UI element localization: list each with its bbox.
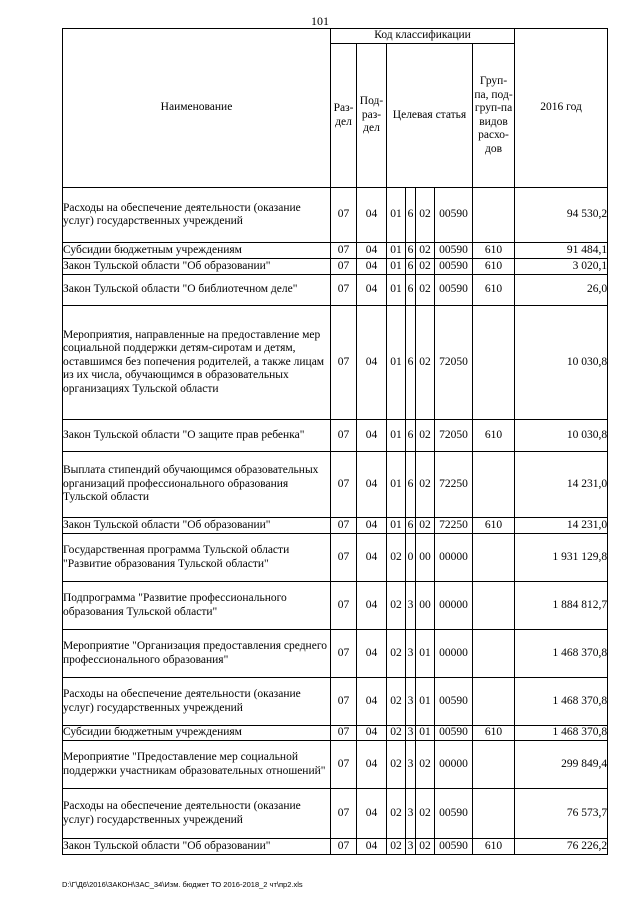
row-section: 07 <box>331 630 357 678</box>
row-target-direction: 00590 <box>435 188 473 243</box>
header-subsection: Под-раз-дел <box>357 44 387 188</box>
row-target-subprogram: 3 <box>406 582 416 630</box>
row-expense-group: 610 <box>473 243 515 259</box>
row-subsection: 04 <box>357 306 387 420</box>
row-target-direction: 00000 <box>435 741 473 789</box>
table-row <box>63 839 608 855</box>
table-row <box>63 582 608 630</box>
row-subsection: 04 <box>357 275 387 306</box>
row-target-direction: 00000 <box>435 630 473 678</box>
row-target-direction: 00590 <box>435 678 473 726</box>
table-row <box>63 275 608 306</box>
row-amount: 94 530,2 <box>515 188 608 243</box>
row-target-event: 01 <box>416 726 435 741</box>
row-target-direction: 72050 <box>435 420 473 452</box>
row-section: 07 <box>331 839 357 855</box>
row-expense-group <box>473 188 515 243</box>
row-amount: 3 020,1 <box>515 259 608 275</box>
row-target-event: 02 <box>416 420 435 452</box>
row-target-direction: 00590 <box>435 839 473 855</box>
row-target-program: 02 <box>387 534 406 582</box>
row-target-program: 02 <box>387 630 406 678</box>
row-section: 07 <box>331 188 357 243</box>
table-row <box>63 420 608 452</box>
row-target-direction: 00590 <box>435 243 473 259</box>
row-subsection: 04 <box>357 582 387 630</box>
row-amount: 299 849,4 <box>515 741 608 789</box>
row-subsection: 04 <box>357 243 387 259</box>
row-target-subprogram: 3 <box>406 726 416 741</box>
row-name: Закон Тульской области "Об образовании" <box>63 839 331 855</box>
row-section: 07 <box>331 306 357 420</box>
file-path-footer: D:\Г\Д6\2016\ЗАКОН\ЗАС_34\Изм. бюджет ТО 2016-2018_2 чт\пр2.xls <box>62 880 303 889</box>
row-amount: 1 468 370,8 <box>515 678 608 726</box>
row-name: Закон Тульской области "Об образовании" <box>63 518 331 534</box>
row-name: Подпрограмма "Развитие профессионального образования Тульской области" <box>63 582 331 630</box>
row-target-direction: 00000 <box>435 534 473 582</box>
row-amount: 76 226,2 <box>515 839 608 855</box>
table-row <box>63 534 608 582</box>
row-target-program: 01 <box>387 420 406 452</box>
row-name: Мероприятие "Организация предоставления среднего профессионального образования" <box>63 630 331 678</box>
row-subsection: 04 <box>357 741 387 789</box>
row-name: Государственная программа Тульской области "Развитие образования Тульской области" <box>63 534 331 582</box>
row-section: 07 <box>331 726 357 741</box>
row-target-direction: 72250 <box>435 518 473 534</box>
row-subsection: 04 <box>357 630 387 678</box>
row-expense-group: 610 <box>473 726 515 741</box>
table-row <box>63 259 608 275</box>
row-target-direction: 72050 <box>435 306 473 420</box>
row-section: 07 <box>331 420 357 452</box>
row-target-event: 00 <box>416 534 435 582</box>
row-expense-group <box>473 630 515 678</box>
row-target-program: 01 <box>387 275 406 306</box>
row-name: Закон Тульской области "Об образовании" <box>63 259 331 275</box>
row-expense-group: 610 <box>473 518 515 534</box>
row-name: Мероприятия, направленные на предоставление мер социальной поддержки детям-сиротам и детям, оставшимся без попечения родителей, а также лицам из их числа, обучающимся в образовательных организациях Тульской области <box>63 306 331 420</box>
row-amount: 14 231,0 <box>515 518 608 534</box>
row-target-program: 01 <box>387 518 406 534</box>
row-expense-group: 610 <box>473 420 515 452</box>
row-section: 07 <box>331 452 357 518</box>
row-expense-group: 610 <box>473 275 515 306</box>
header-classification: Код классификации <box>331 29 515 44</box>
row-target-subprogram: 3 <box>406 630 416 678</box>
budget-table <box>62 28 608 855</box>
row-subsection: 04 <box>357 188 387 243</box>
row-target-event: 02 <box>416 188 435 243</box>
row-subsection: 04 <box>357 452 387 518</box>
row-subsection: 04 <box>357 789 387 839</box>
row-target-subprogram: 6 <box>406 259 416 275</box>
row-amount: 10 030,8 <box>515 420 608 452</box>
row-subsection: 04 <box>357 534 387 582</box>
row-target-subprogram: 3 <box>406 678 416 726</box>
header-section: Раз-дел <box>331 44 357 188</box>
row-name: Закон Тульской области "О защите прав ребенка" <box>63 420 331 452</box>
row-amount: 91 484,1 <box>515 243 608 259</box>
row-section: 07 <box>331 678 357 726</box>
row-target-subprogram: 6 <box>406 420 416 452</box>
row-amount: 1 468 370,8 <box>515 630 608 678</box>
row-expense-group: 610 <box>473 259 515 275</box>
row-amount: 26,0 <box>515 275 608 306</box>
row-section: 07 <box>331 534 357 582</box>
row-name: Расходы на обеспечение деятельности (оказание услуг) государственных учреждений <box>63 789 331 839</box>
row-target-event: 01 <box>416 630 435 678</box>
row-expense-group <box>473 678 515 726</box>
row-target-program: 02 <box>387 726 406 741</box>
table-row <box>63 518 608 534</box>
row-section: 07 <box>331 275 357 306</box>
row-amount: 76 573,7 <box>515 789 608 839</box>
row-expense-group <box>473 789 515 839</box>
row-section: 07 <box>331 259 357 275</box>
row-target-program: 02 <box>387 741 406 789</box>
row-name: Субсидии бюджетным учреждениям <box>63 243 331 259</box>
row-target-subprogram: 3 <box>406 839 416 855</box>
page-number: 101 <box>311 14 329 28</box>
table-row <box>63 452 608 518</box>
row-target-direction: 72250 <box>435 452 473 518</box>
header-target-article: Целевая статья <box>387 44 473 188</box>
row-target-program: 01 <box>387 306 406 420</box>
row-target-event: 02 <box>416 789 435 839</box>
row-target-event: 02 <box>416 518 435 534</box>
row-target-program: 02 <box>387 789 406 839</box>
header-year: 2016 год <box>515 29 608 188</box>
row-subsection: 04 <box>357 678 387 726</box>
row-section: 07 <box>331 741 357 789</box>
row-subsection: 04 <box>357 726 387 741</box>
header-expense-group: Груп-па, под-груп-па видов расхо-дов <box>473 44 515 188</box>
row-target-subprogram: 6 <box>406 452 416 518</box>
row-section: 07 <box>331 518 357 534</box>
row-expense-group: 610 <box>473 839 515 855</box>
row-target-direction: 00000 <box>435 582 473 630</box>
row-target-event: 02 <box>416 452 435 518</box>
row-target-direction: 00590 <box>435 789 473 839</box>
row-name: Закон Тульской области "О библиотечном деле" <box>63 275 331 306</box>
row-target-event: 02 <box>416 243 435 259</box>
row-name: Расходы на обеспечение деятельности (оказание услуг) государственных учреждений <box>63 678 331 726</box>
table-row <box>63 678 608 726</box>
row-target-subprogram: 6 <box>406 306 416 420</box>
row-section: 07 <box>331 582 357 630</box>
row-target-event: 02 <box>416 741 435 789</box>
row-target-program: 02 <box>387 678 406 726</box>
row-target-event: 02 <box>416 275 435 306</box>
row-subsection: 04 <box>357 518 387 534</box>
row-amount: 1 931 129,8 <box>515 534 608 582</box>
row-target-event: 02 <box>416 839 435 855</box>
row-section: 07 <box>331 789 357 839</box>
row-subsection: 04 <box>357 420 387 452</box>
row-expense-group <box>473 741 515 789</box>
row-name: Расходы на обеспечение деятельности (оказание услуг) государственных учреждений <box>63 188 331 243</box>
row-target-subprogram: 0 <box>406 534 416 582</box>
row-subsection: 04 <box>357 259 387 275</box>
row-amount: 1 468 370,8 <box>515 726 608 741</box>
row-name: Мероприятие "Предоставление мер социальной поддержки участникам образовательных отношений" <box>63 741 331 789</box>
row-target-event: 01 <box>416 678 435 726</box>
row-section: 07 <box>331 243 357 259</box>
row-expense-group <box>473 582 515 630</box>
table-row <box>63 741 608 789</box>
row-target-subprogram: 3 <box>406 741 416 789</box>
table-row <box>63 306 608 420</box>
row-expense-group <box>473 306 515 420</box>
row-target-direction: 00590 <box>435 259 473 275</box>
row-amount: 10 030,8 <box>515 306 608 420</box>
row-target-event: 02 <box>416 259 435 275</box>
row-target-program: 01 <box>387 259 406 275</box>
row-target-subprogram: 3 <box>406 789 416 839</box>
row-target-event: 02 <box>416 306 435 420</box>
table-row <box>63 630 608 678</box>
row-name: Выплата стипендий обучающимся образовательных организаций профессионального образования Тульской области <box>63 452 331 518</box>
row-target-program: 01 <box>387 188 406 243</box>
row-target-subprogram: 6 <box>406 243 416 259</box>
row-amount: 14 231,0 <box>515 452 608 518</box>
table-row <box>63 188 608 243</box>
row-target-direction: 00590 <box>435 726 473 741</box>
row-subsection: 04 <box>357 839 387 855</box>
row-target-subprogram: 6 <box>406 188 416 243</box>
row-name: Субсидии бюджетным учреждениям <box>63 726 331 741</box>
row-target-subprogram: 6 <box>406 518 416 534</box>
row-expense-group <box>473 534 515 582</box>
row-target-program: 01 <box>387 452 406 518</box>
row-target-event: 00 <box>416 582 435 630</box>
row-target-direction: 00590 <box>435 275 473 306</box>
row-target-subprogram: 6 <box>406 275 416 306</box>
row-target-program: 02 <box>387 839 406 855</box>
table-row <box>63 243 608 259</box>
table-row <box>63 789 608 839</box>
table-row <box>63 726 608 741</box>
row-expense-group <box>473 452 515 518</box>
header-name: Наименование <box>63 29 331 188</box>
row-amount: 1 884 812,7 <box>515 582 608 630</box>
row-target-program: 02 <box>387 582 406 630</box>
row-target-program: 01 <box>387 243 406 259</box>
